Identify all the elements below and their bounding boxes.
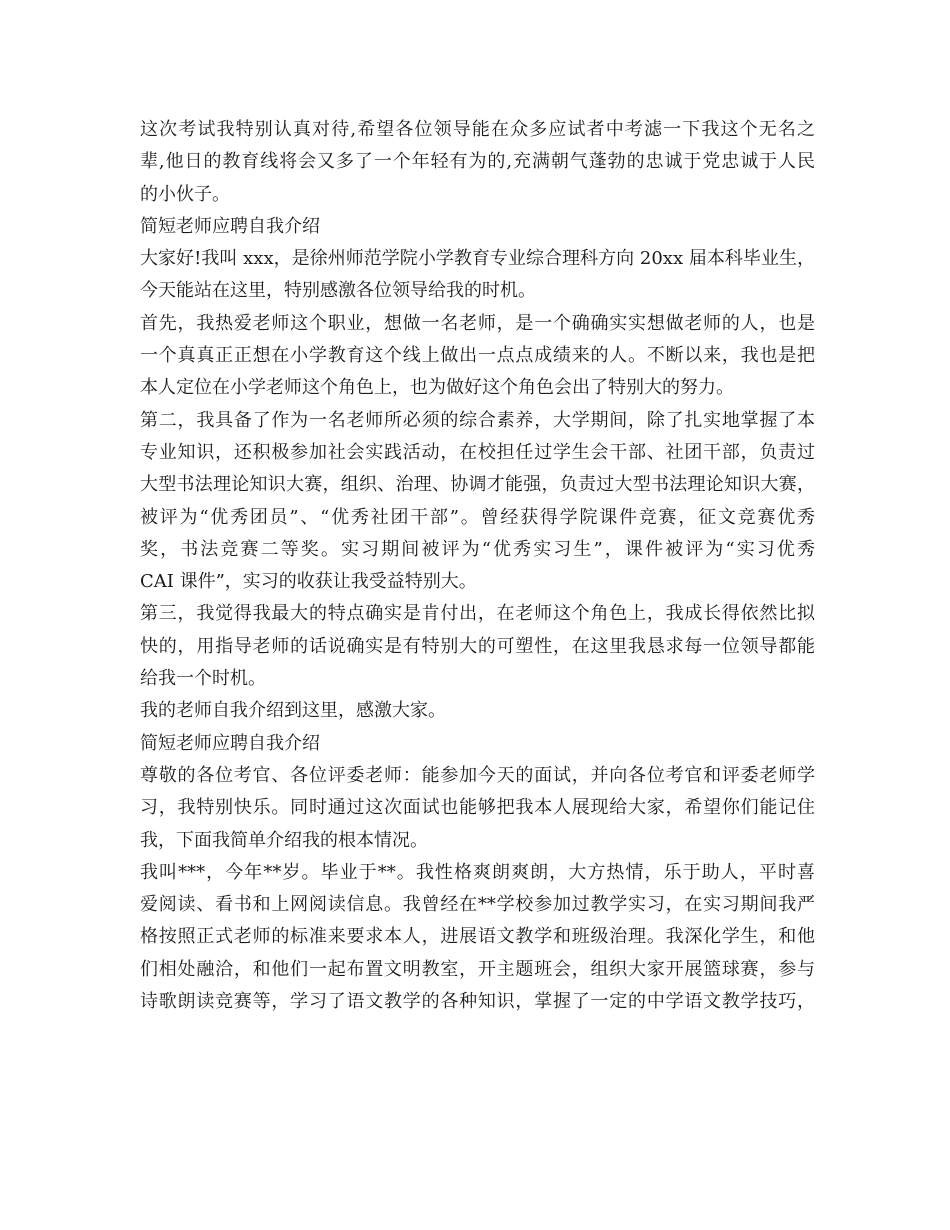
text-line: 第三，我觉得我最大的特点确实是肯付出，在老师这个角色上，我成长得依然比拟 xyxy=(140,603,815,625)
text-line: 简短老师应聘自我介绍 xyxy=(140,215,320,237)
text-line: 辈,他日的教育线将会又多了一个年轻有为的,充满朝气蓬勃的忠诚于党忠诚于人民 xyxy=(140,151,815,173)
text-line: 们相处融洽，和他们一起布置文明教室，开主题班会，组织大家开展篮球赛，参与 xyxy=(140,958,815,980)
text-line: 给我一个时机。 xyxy=(140,668,266,690)
text-line: 这次考试我特别认真对待,希望各位领导能在众多应试者中考滤一下我这个无名之 xyxy=(140,119,815,140)
text-line: 格按照正式老师的标准来要求本人，进展语文教学和班级治理。我深化学生，和他 xyxy=(140,926,815,948)
text-line: 习，我特别快乐。同时通过这次面试也能够把我本人展现给大家，希望你们能记住 xyxy=(140,797,815,819)
text-line: 大型书法理论知识大赛，组织、治理、协调才能强，负责过大型书法理论知识大赛， xyxy=(140,474,815,496)
text-line: 爱阅读、看书和上网阅读信息。我曾经在**学校参加过教学实习，在实习期间我严 xyxy=(140,894,815,916)
text-line: 诗歌朗读竞赛等，学习了语文教学的各种知识，掌握了一定的中学语文教学技巧， xyxy=(140,991,815,1013)
text-line: 奖，书法竞赛二等奖。实习期间被评为“优秀实习生”，课件被评为“实习优秀 xyxy=(140,538,815,560)
text-line: 被评为“优秀团员”、“优秀社团干部”。曾经获得学院课件竞赛，征文竞赛优秀 xyxy=(140,506,815,528)
text-line: CAI 课件”，实习的收获让我受益特别大。 xyxy=(140,571,477,593)
text-line: 的小伙子。 xyxy=(140,183,230,205)
document-body xyxy=(140,114,815,1018)
text-line: 一个真真正正想在小学教育这个线上做出一点点成绩来的人。不断以来，我也是把 xyxy=(140,345,815,367)
text-line: 第二，我具备了作为一名老师所必须的综合素养，大学期间，除了扎实地掌握了本 xyxy=(140,409,815,431)
text-line: 本人定位在小学老师这个角色上，也为做好这个角色会出了特别大的努力。 xyxy=(140,377,734,399)
text-line: 大家好!我叫 xxx，是徐州师范学院小学教育专业综合理科方向 20xx 届本科毕业生， xyxy=(140,248,815,270)
text-line: 我，下面我简单介绍我的根本情况。 xyxy=(140,829,428,851)
text-line: 尊敬的各位考官、各位评委老师：能参加今天的面试，并向各位考官和评委老师学 xyxy=(140,764,815,786)
text-line: 快的，用指导老师的话说确实是有特别大的可塑性，在这里我恳求每一位领导都能 xyxy=(140,635,815,657)
text-line: 我叫***，今年**岁。毕业于**。我性格爽朗爽朗，大方热情，乐于助人，平时喜 xyxy=(140,861,815,883)
text-line: 简短老师应聘自我介绍 xyxy=(140,732,320,754)
text-line: 专业知识，还积极参加社会实践活动，在校担任过学生会干部、社团干部，负责过 xyxy=(140,441,815,463)
text-line: 首先，我热爱老师这个职业，想做一名老师，是一个确确实实想做老师的人，也是 xyxy=(140,312,815,334)
text-line: 今天能站在这里，特别感激各位领导给我的时机。 xyxy=(140,280,536,302)
text-line: 我的老师自我介绍到这里，感激大家。 xyxy=(140,700,446,722)
